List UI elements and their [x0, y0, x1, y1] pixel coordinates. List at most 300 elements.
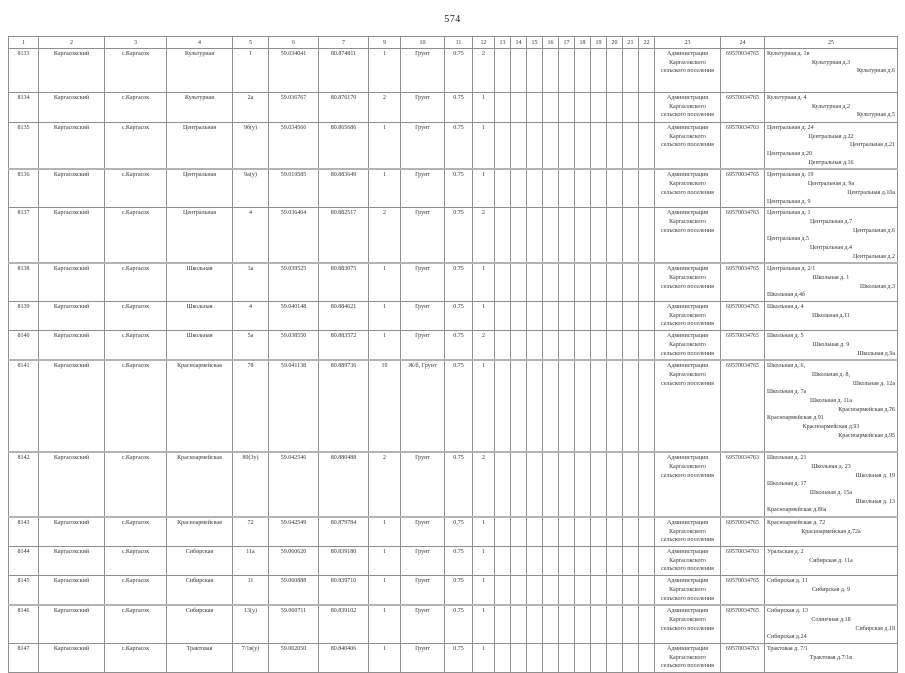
cell-surface: Грунт: [401, 605, 445, 643]
cell-street: Центральная: [167, 169, 233, 207]
cell-surface: Грунт: [401, 263, 445, 301]
cell-empty: [559, 331, 575, 361]
cell-empty: [575, 49, 591, 93]
cell-latitude: 59.036404: [269, 208, 319, 264]
cell-surface: Грунт: [401, 331, 445, 361]
cell-admin: Администрация Каргасокского сельского поселения: [655, 360, 721, 452]
cell-empty: [591, 49, 607, 93]
cell-street: Культурная: [167, 93, 233, 123]
address-line: Красноармейская д.91: [767, 415, 824, 422]
cell-surface: Ж/б, Грунт: [401, 360, 445, 452]
cell-width: 0.75: [445, 605, 473, 643]
cell-empty: [527, 208, 543, 264]
address-line: Сибирская д.24: [767, 634, 807, 641]
cell-code: 69570034765: [721, 605, 765, 643]
cell-addresses: [765, 547, 898, 576]
cell-lanes: 2: [473, 208, 495, 264]
cell-house: 1: [233, 49, 269, 93]
cell-empty: [591, 360, 607, 452]
cell-empty: [591, 331, 607, 361]
cell-empty: [623, 643, 639, 672]
cell-empty: [543, 452, 559, 517]
address-line: Школьная д.4б: [767, 292, 806, 299]
cell-empty: [543, 123, 559, 170]
address-line: Трактовая д. 7/1: [767, 645, 808, 652]
column-header-23: 23: [655, 37, 721, 49]
cell-empty: [495, 643, 511, 672]
cell-empty: [511, 123, 527, 170]
cell-code: 69570034765: [721, 576, 765, 606]
cell-code: 69570034765: [721, 302, 765, 331]
cell-surface: Грунт: [401, 643, 445, 672]
cell-empty: [575, 360, 591, 452]
cell-width: 0.75: [445, 360, 473, 452]
cell-empty: [575, 605, 591, 643]
cell-count: 1: [369, 643, 401, 672]
page-number: 574: [444, 14, 461, 25]
cell-id: 8133: [9, 49, 39, 93]
cell-empty: [575, 643, 591, 672]
cell-count: 1: [369, 331, 401, 361]
cell-addresses: [765, 302, 898, 331]
cell-id: 8142: [9, 452, 39, 517]
column-header-1: 1: [9, 37, 39, 49]
cell-house: 3а: [233, 263, 269, 301]
cell-lanes: 1: [473, 643, 495, 672]
cell-house: 4: [233, 208, 269, 264]
cell-empty: [591, 93, 607, 123]
cell-empty: [527, 517, 543, 547]
address-line: Школьная д. 13: [855, 498, 895, 505]
address-line: Сибирская д.18: [855, 625, 895, 632]
cell-count: 2: [369, 93, 401, 123]
cell-addresses: [765, 263, 898, 301]
cell-empty: [591, 643, 607, 672]
cell-addresses: [765, 93, 898, 123]
cell-empty: [623, 360, 639, 452]
cell-width: 0.75: [445, 302, 473, 331]
cell-admin: Администрация Каргасокского сельского поселения: [655, 93, 721, 123]
address-line: Центральная д.22: [808, 133, 854, 140]
cell-street: Центральная: [167, 123, 233, 170]
address-line: Уральская д. 2: [767, 549, 804, 556]
cell-empty: [495, 452, 511, 517]
cell-empty: [527, 169, 543, 207]
cell-empty: [639, 263, 655, 301]
cell-lanes: 1: [473, 302, 495, 331]
address-line: Центральная д.2: [852, 253, 895, 260]
cell-id: 8137: [9, 208, 39, 264]
cell-district: Каргасокский: [39, 605, 105, 643]
table-body: [9, 49, 898, 673]
address-line: Школьная д. 21: [767, 455, 807, 462]
cell-admin: Администрация Каргасокского сельского поселения: [655, 643, 721, 672]
cell-latitude: 59.040148: [269, 302, 319, 331]
cell-empty: [511, 643, 527, 672]
cell-longitude: 80.839180: [319, 547, 369, 576]
address-line: Красноармейская д. 72: [767, 520, 826, 526]
cell-lanes: 1: [473, 605, 495, 643]
column-header-16: 16: [543, 37, 559, 49]
cell-empty: [511, 605, 527, 643]
cell-count: 1: [369, 605, 401, 643]
cell-street: Сибирская: [167, 547, 233, 576]
cell-latitude: 59.038550: [269, 331, 319, 361]
column-header-19: 19: [591, 37, 607, 49]
address-line: Центральная д.6: [852, 227, 895, 234]
table-row: [9, 123, 898, 170]
address-line: Центральная д.7: [809, 218, 853, 225]
cell-id: 8147: [9, 643, 39, 672]
cell-district: Каргасокский: [39, 169, 105, 207]
cell-empty: [575, 331, 591, 361]
cell-code: 69570034763: [721, 547, 765, 576]
cell-lanes: 1: [473, 576, 495, 606]
cell-empty: [495, 547, 511, 576]
cell-empty: [575, 93, 591, 123]
address-line: Сибирская д. 11а: [809, 557, 853, 564]
cell-empty: [495, 517, 511, 547]
cell-street: Школьная: [167, 302, 233, 331]
cell-latitude: 59.019585: [269, 169, 319, 207]
registry-table: [8, 36, 898, 673]
cell-empty: [639, 643, 655, 672]
cell-longitude: 80.883649: [319, 169, 369, 207]
cell-addresses: [765, 517, 898, 547]
cell-code: 69570034763: [721, 452, 765, 517]
cell-count: 1: [369, 263, 401, 301]
cell-empty: [511, 576, 527, 606]
table-row: [9, 643, 898, 672]
cell-latitude: 59.034041: [269, 49, 319, 93]
cell-empty: [543, 263, 559, 301]
cell-street: Сибирская: [167, 605, 233, 643]
cell-empty: [543, 331, 559, 361]
address-line: Солнечная д.18: [811, 616, 851, 623]
cell-latitude: 59.036767: [269, 93, 319, 123]
address-line: Школьная д. 19: [855, 472, 895, 479]
cell-id: 8141: [9, 360, 39, 452]
cell-empty: [639, 331, 655, 361]
column-header-17: 17: [559, 37, 575, 49]
cell-empty: [559, 452, 575, 517]
cell-longitude: 80.889736: [319, 360, 369, 452]
cell-empty: [591, 576, 607, 606]
cell-admin: Администрация Каргасокского сельского поселения: [655, 263, 721, 301]
cell-count: 2: [369, 452, 401, 517]
cell-district: Каргасокский: [39, 208, 105, 264]
cell-empty: [511, 169, 527, 207]
cell-settlement: с.Каргасок: [105, 360, 167, 452]
cell-admin: Администрация Каргасокского сельского поселения: [655, 517, 721, 547]
cell-empty: [607, 49, 623, 93]
address-line: Культурная д.2: [811, 103, 851, 110]
cell-empty: [527, 605, 543, 643]
cell-empty: [527, 360, 543, 452]
address-line: Культурная д.6: [856, 68, 895, 75]
table-row: [9, 452, 898, 517]
cell-lanes: 2: [473, 452, 495, 517]
cell-house: 11а: [233, 547, 269, 576]
cell-code: 69570034763: [721, 208, 765, 264]
cell-empty: [591, 605, 607, 643]
cell-district: Каргасокский: [39, 517, 105, 547]
cell-empty: [607, 169, 623, 207]
cell-empty: [495, 123, 511, 170]
cell-width: 0.75: [445, 208, 473, 264]
column-header-9: 9: [369, 37, 401, 49]
cell-settlement: с.Каргасок: [105, 517, 167, 547]
cell-longitude: 80.876170: [319, 93, 369, 123]
cell-empty: [607, 605, 623, 643]
cell-empty: [495, 208, 511, 264]
cell-latitude: 59.041138: [269, 360, 319, 452]
cell-settlement: с.Каргасок: [105, 302, 167, 331]
cell-empty: [543, 93, 559, 123]
cell-empty: [591, 547, 607, 576]
cell-district: Каргасокский: [39, 123, 105, 170]
cell-house: 2а: [233, 93, 269, 123]
cell-code: 69570034765: [721, 517, 765, 547]
cell-addresses: [765, 576, 898, 606]
cell-empty: [639, 93, 655, 123]
cell-empty: [639, 517, 655, 547]
cell-empty: [591, 452, 607, 517]
cell-code: 69570034765: [721, 360, 765, 452]
cell-empty: [639, 49, 655, 93]
cell-empty: [527, 49, 543, 93]
address-line: Центральная д.5: [767, 236, 810, 243]
cell-width: 0.75: [445, 576, 473, 606]
cell-empty: [575, 452, 591, 517]
cell-longitude: 80.865686: [319, 123, 369, 170]
address-line: Центральная д.10а: [847, 189, 895, 196]
cell-empty: [543, 302, 559, 331]
cell-width: 0.75: [445, 452, 473, 517]
cell-surface: Грунт: [401, 452, 445, 517]
cell-empty: [495, 360, 511, 452]
cell-count: 1: [369, 576, 401, 606]
cell-empty: [591, 123, 607, 170]
cell-addresses: [765, 331, 898, 361]
cell-lanes: 2: [473, 49, 495, 93]
cell-empty: [639, 452, 655, 517]
cell-latitude: 59.042549: [269, 517, 319, 547]
cell-empty: [607, 360, 623, 452]
cell-lanes: 1: [473, 123, 495, 170]
cell-longitude: 80.839102: [319, 605, 369, 643]
cell-empty: [639, 547, 655, 576]
cell-longitude: 80.883075: [319, 263, 369, 301]
cell-width: 0.75: [445, 123, 473, 170]
cell-admin: Администрация Каргасокского сельского поселения: [655, 123, 721, 170]
cell-empty: [511, 517, 527, 547]
cell-empty: [559, 360, 575, 452]
address-line: Школьная д. 23: [811, 463, 851, 470]
cell-admin: Администрация Каргасокского сельского поселения: [655, 49, 721, 93]
cell-empty: [527, 331, 543, 361]
cell-empty: [511, 360, 527, 452]
cell-surface: Грунт: [401, 208, 445, 264]
cell-count: 1: [369, 302, 401, 331]
cell-addresses: [765, 169, 898, 207]
column-header-20: 20: [607, 37, 623, 49]
cell-district: Каргасокский: [39, 576, 105, 606]
cell-lanes: 1: [473, 93, 495, 123]
cell-addresses: [765, 452, 898, 517]
address-line: Школьная д. 11а: [810, 397, 852, 404]
cell-surface: Грунт: [401, 517, 445, 547]
cell-settlement: с.Каргасок: [105, 547, 167, 576]
cell-empty: [623, 452, 639, 517]
cell-latitude: 59.060620: [269, 547, 319, 576]
cell-code: 69570034765: [721, 331, 765, 361]
cell-empty: [575, 517, 591, 547]
cell-settlement: с.Каргасок: [105, 452, 167, 517]
cell-empty: [543, 605, 559, 643]
cell-id: 8146: [9, 605, 39, 643]
cell-empty: [527, 302, 543, 331]
cell-house: 7/1в(у): [233, 643, 269, 672]
cell-empty: [559, 93, 575, 123]
cell-empty: [639, 169, 655, 207]
cell-empty: [639, 576, 655, 606]
cell-empty: [527, 452, 543, 517]
cell-empty: [591, 169, 607, 207]
cell-empty: [511, 331, 527, 361]
table-row: [9, 302, 898, 331]
cell-empty: [495, 576, 511, 606]
cell-empty: [559, 517, 575, 547]
cell-empty: [607, 263, 623, 301]
address-line: Центральная д. 9: [767, 198, 811, 205]
address-line: Школьная д. 9: [812, 341, 850, 348]
cell-empty: [559, 208, 575, 264]
address-line: Центральная д. 1: [767, 210, 811, 217]
table-row: [9, 517, 898, 547]
cell-admin: Администрация Каргасокского сельского поселения: [655, 169, 721, 207]
cell-street: Красноармейская: [167, 452, 233, 517]
table-row: [9, 331, 898, 361]
cell-code: 69570034765: [721, 93, 765, 123]
cell-width: 0.75: [445, 169, 473, 207]
cell-id: 8138: [9, 263, 39, 301]
cell-settlement: с.Каргасок: [105, 643, 167, 672]
cell-empty: [575, 123, 591, 170]
cell-width: 0.75: [445, 93, 473, 123]
cell-id: 8140: [9, 331, 39, 361]
cell-longitude: 80.884621: [319, 302, 369, 331]
column-header-13: 13: [495, 37, 511, 49]
table-row: [9, 547, 898, 576]
cell-addresses: [765, 360, 898, 452]
cell-district: Каргасокский: [39, 93, 105, 123]
cell-code: 69570034765: [721, 49, 765, 93]
cell-longitude: 80.840406: [319, 643, 369, 672]
cell-settlement: с.Каргасок: [105, 208, 167, 264]
cell-surface: Грунт: [401, 302, 445, 331]
cell-district: Каргасокский: [39, 643, 105, 672]
cell-empty: [559, 169, 575, 207]
cell-width: 0,75: [445, 517, 473, 547]
cell-empty: [511, 49, 527, 93]
column-header-4: 4: [167, 37, 233, 49]
table-row: [9, 263, 898, 301]
cell-empty: [623, 331, 639, 361]
cell-count: 1: [369, 547, 401, 576]
cell-longitude: 80.883572: [319, 331, 369, 361]
cell-id: 8135: [9, 123, 39, 170]
cell-empty: [511, 547, 527, 576]
column-header-12: 12: [473, 37, 495, 49]
table-row: [9, 208, 898, 264]
cell-empty: [623, 576, 639, 606]
cell-count: 1: [369, 517, 401, 547]
address-line: Сибирская д. 9: [812, 586, 850, 593]
address-line: Красноармейская д.95: [838, 432, 895, 439]
cell-surface: Грунт: [401, 123, 445, 170]
address-line: Красноармейская д.76: [838, 406, 895, 413]
cell-surface: Грунт: [401, 49, 445, 93]
cell-addresses: [765, 49, 898, 93]
cell-empty: [495, 49, 511, 93]
cell-admin: Администрация Каргасокского сельского поселения: [655, 576, 721, 606]
cell-street: Культурная: [167, 49, 233, 93]
cell-settlement: с.Каргасок: [105, 169, 167, 207]
cell-house: 11: [233, 576, 269, 606]
column-header-2: 2: [39, 37, 105, 49]
address-line: Трактовая д.7/1в: [809, 654, 853, 661]
cell-id: 8144: [9, 547, 39, 576]
address-line: Сибирская д. 13: [767, 608, 808, 615]
cell-id: 8134: [9, 93, 39, 123]
column-header-6: 6: [269, 37, 319, 49]
cell-empty: [575, 302, 591, 331]
cell-empty: [559, 302, 575, 331]
cell-empty: [495, 263, 511, 301]
address-line: Красноармейская д.86а: [767, 507, 827, 514]
cell-empty: [623, 517, 639, 547]
cell-empty: [607, 93, 623, 123]
cell-lanes: 1: [473, 263, 495, 301]
cell-empty: [559, 263, 575, 301]
address-line: Красноармейская д.72а: [801, 528, 861, 535]
address-line: Школьная д. 12а: [852, 380, 895, 387]
cell-house: 5а: [233, 331, 269, 361]
cell-empty: [607, 452, 623, 517]
cell-empty: [495, 331, 511, 361]
column-header-7: 7: [319, 37, 369, 49]
cell-house: 9б(у): [233, 123, 269, 170]
cell-addresses: [765, 605, 898, 643]
cell-empty: [527, 93, 543, 123]
cell-longitude: 80.882517: [319, 208, 369, 264]
cell-empty: [623, 49, 639, 93]
table-row: [9, 576, 898, 606]
address-line: Центральная д. 19: [767, 172, 814, 179]
address-line: Школьная д.3: [859, 283, 895, 290]
column-header-18: 18: [575, 37, 591, 49]
address-line: Культурная д.3: [811, 59, 851, 66]
cell-id: 8143: [9, 517, 39, 547]
address-line: Центральная д.16: [808, 159, 854, 166]
address-line: Центральная д. 24: [767, 125, 814, 131]
address-line: Школьная д. 17: [767, 481, 807, 488]
cell-empty: [543, 208, 559, 264]
cell-empty: [543, 643, 559, 672]
column-header-15: 15: [527, 37, 543, 49]
cell-empty: [623, 93, 639, 123]
